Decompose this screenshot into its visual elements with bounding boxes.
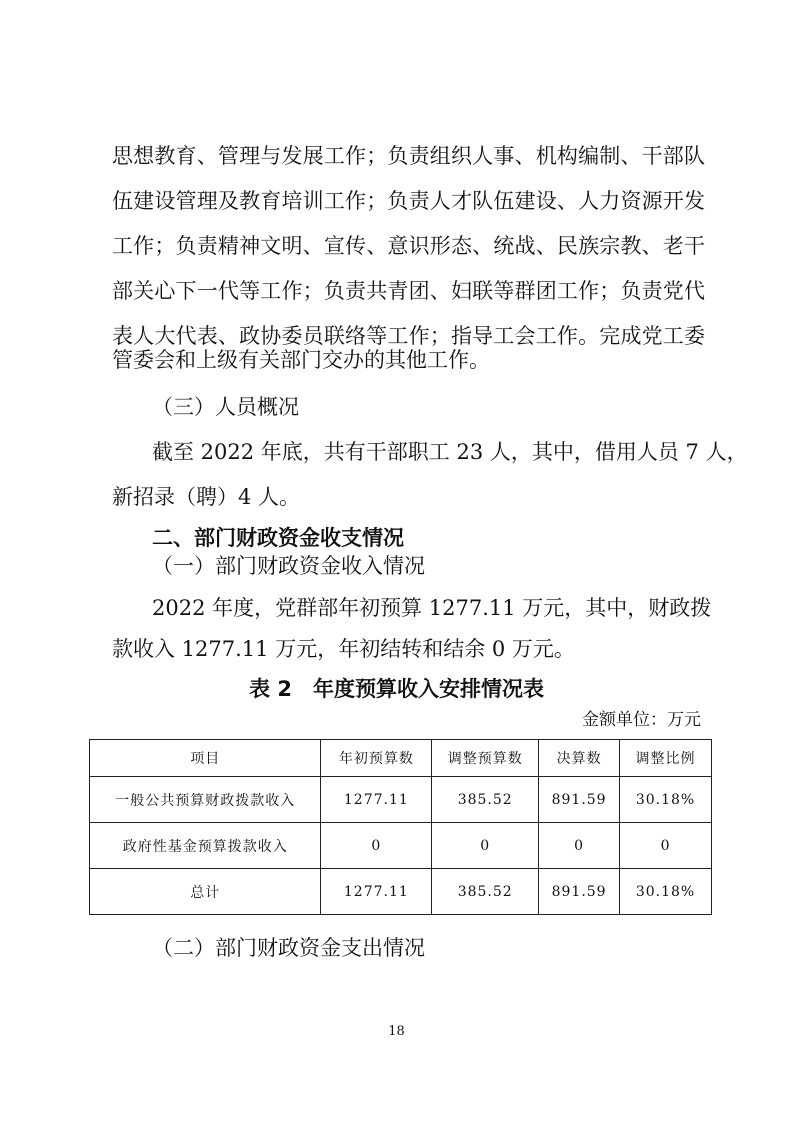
table-cell: 0 <box>539 823 620 869</box>
table-cell: 0 <box>432 823 539 869</box>
paragraph-line: 思想教育、管理与发展工作；负责组织人事、机构编制、干部队 <box>112 144 705 168</box>
table-cell: 0 <box>321 823 432 869</box>
table-row <box>90 869 712 915</box>
unit-label: 金额单位：万元 <box>582 710 701 730</box>
table-cell: 1277.11 <box>321 777 432 823</box>
table-row <box>90 823 712 869</box>
table-cell: 385.52 <box>432 777 539 823</box>
table-header-row <box>90 740 712 777</box>
table-cell: 0 <box>620 823 712 869</box>
table-cell: 30.18% <box>620 869 712 915</box>
paragraph-line: 款收入 1277.11 万元，年初结转和结余 0 万元。 <box>112 637 575 661</box>
paragraph-line: 表人大代表、政协委员联络等工作；指导工会工作。完成党工委 <box>112 324 705 348</box>
header-cell: 决算数 <box>539 740 620 777</box>
section-heading: （一）部门财政资金收入情况 <box>152 554 425 578</box>
header-cell: 调整预算数 <box>432 740 539 777</box>
header-cell: 项目 <box>90 740 321 777</box>
header-cell: 年初预算数 <box>321 740 432 777</box>
paragraph-line: 新招录（聘）4 人。 <box>112 485 301 509</box>
paragraph-line: 管委会和上级有关部门交办的其他工作。 <box>112 348 490 372</box>
paragraph-line: 伍建设管理及教育培训工作；负责人才队伍建设、人力资源开发 <box>112 189 705 213</box>
table-cell: 30.18% <box>620 777 712 823</box>
paragraph-line: 截至 2022 年底，共有干部职工 23 人，其中，借用人员 7 人， <box>152 440 748 464</box>
paragraph-line: 2022 年度，党群部年初预算 1277.11 万元，其中，财政拨 <box>152 596 712 620</box>
section-heading: （三）人员概况 <box>152 395 299 419</box>
chapter-heading: 二、部门财政资金收支情况 <box>152 526 404 550</box>
table-cell: 891.59 <box>539 777 620 823</box>
paragraph-line: 部关心下一代等工作；负责共青团、妇联等群团工作；负责党代 <box>112 279 705 303</box>
table-cell: 政府性基金预算拨款收入 <box>90 823 321 869</box>
table-caption: 表 2 年度预算收入安排情况表 <box>249 677 544 701</box>
paragraph-line: 工作；负责精神文明、宣传、意识形态、统战、民族宗教、老干 <box>112 234 705 258</box>
header-cell: 调整比例 <box>620 740 712 777</box>
table-cell: 一般公共预算财政拨款收入 <box>90 777 321 823</box>
table-cell: 891.59 <box>539 869 620 915</box>
table-row <box>90 777 712 823</box>
section-heading: （二）部门财政资金支出情况 <box>152 936 425 960</box>
table-cell: 1277.11 <box>321 869 432 915</box>
budget-table <box>89 739 712 915</box>
page-number: 18 <box>388 1024 405 1039</box>
table-cell: 385.52 <box>432 869 539 915</box>
table-cell: 总计 <box>90 869 321 915</box>
